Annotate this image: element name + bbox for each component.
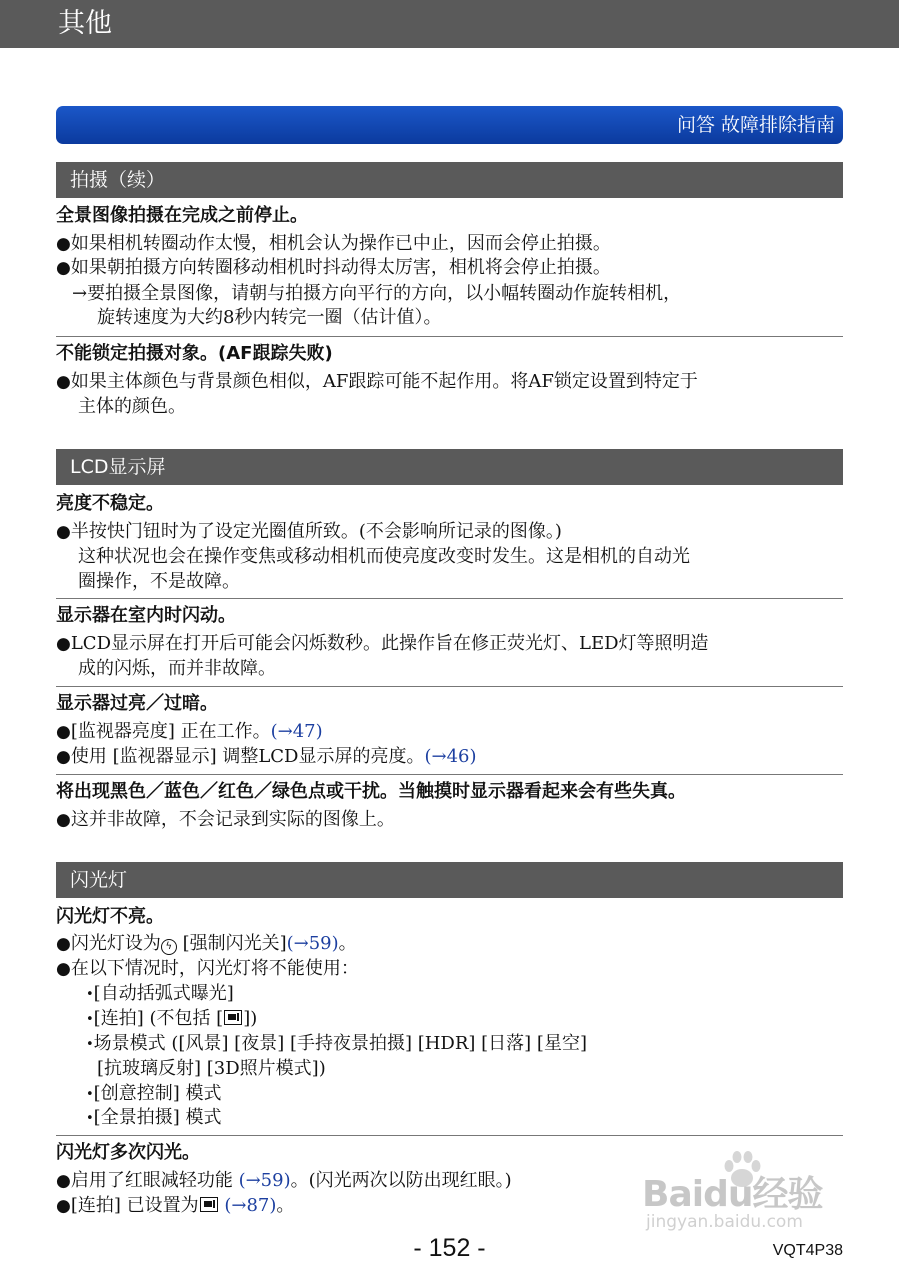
answer-line: ●半按快门钮时为了设定光圈值所致。(不会影响所记录的图像。) — [56, 521, 562, 542]
flash-off-icon: ϟ — [161, 939, 177, 955]
banner-title: 问答 故障排除指南 — [676, 114, 835, 136]
bullet-icon: ● — [56, 810, 71, 830]
answer-line: ●如果相机转圈动作太慢，相机会认为操作已中止，因而会停止拍摄。 — [56, 233, 611, 254]
answer-subline: •[自动括弧式曝光] — [86, 982, 876, 1007]
divider — [56, 774, 843, 775]
bullet-icon: ● — [56, 747, 71, 767]
answer-line: ●使用 [监视器显示] 调整LCD显示屏的亮度。(→46) — [56, 746, 477, 767]
answer-line: 这种状况也会在操作变焦或移动相机而使亮度改变时发生。这是相机的自动光 — [78, 546, 690, 567]
answer-line: 成的闪烁，而并非故障。 — [78, 658, 276, 679]
answer-line: ●闪光灯设为 ϟ [强制闪光关](→59)。 — [56, 933, 357, 954]
dot-bullet-icon: • — [86, 1037, 94, 1052]
question-dots: 将出现黑色／蓝色／红色／绿色点或干扰。当触摸时显示器看起来会有些失真。 — [56, 781, 686, 802]
page-reference-link[interactable]: (→59) — [238, 1170, 291, 1191]
dot-bullet-icon: • — [86, 1087, 94, 1102]
answer-subline: [抗玻璃反射] [3D照片模式]) — [97, 1058, 326, 1079]
divider — [56, 336, 843, 337]
chapter-title: 其他 — [58, 8, 112, 39]
baidu-watermark — [638, 1148, 848, 1238]
top-bar — [0, 0, 899, 48]
answer-subline: •场景模式 ([风景] [夜景] [手持夜景拍摄] [HDR] [日落] [星空] — [86, 1032, 876, 1057]
answer-line: ●[连拍] 已设置为 (→87)。 — [56, 1195, 295, 1216]
page-reference-link[interactable]: (→87) — [224, 1195, 277, 1216]
document-code: VQT4P38 — [772, 1242, 843, 1259]
bullet-icon: ● — [56, 372, 71, 392]
section-header-shooting: 拍摄（续） — [56, 162, 843, 198]
question-panorama-stop: 全景图像拍摄在完成之前停止。 — [56, 205, 308, 226]
section-header-lcd: LCD显示屏 — [56, 449, 843, 485]
question-flash-no-fire: 闪光灯不亮。 — [56, 906, 164, 927]
bullet-icon: ● — [56, 522, 71, 542]
divider — [56, 686, 843, 687]
answer-line: ●如果朝拍摄方向转圈移动相机时抖动得太厉害，相机将会停止拍摄。 — [56, 257, 611, 278]
bullet-icon: ● — [56, 258, 71, 278]
divider — [56, 1135, 843, 1136]
watermark-url: jingyan.baidu.com — [646, 1212, 803, 1232]
page-reference-link[interactable]: (→47) — [270, 721, 323, 742]
bullet-icon: ● — [56, 959, 71, 979]
answer-line: ●[监视器亮度] 正在工作。(→47) — [56, 721, 323, 742]
page-reference-link[interactable]: (→46) — [424, 746, 477, 767]
answer-line: 主体的颜色。 — [78, 396, 186, 417]
burst-mode-icon — [224, 1010, 242, 1025]
page-number: - 152 - — [413, 1234, 486, 1262]
answer-subline: •[创意控制] 模式 — [86, 1082, 876, 1107]
answer-line: 圈操作，不是故障。 — [78, 571, 240, 592]
question-too-bright: 显示器过亮／过暗。 — [56, 693, 218, 714]
question-af-tracking: 不能锁定拍摄对象。(AF跟踪失败) — [56, 343, 333, 364]
answer-line: 旋转速度为大约8秒内转完一圈（估计值）。 — [97, 307, 442, 328]
dot-bullet-icon: • — [86, 987, 94, 1002]
section-header-flash: 闪光灯 — [56, 862, 843, 898]
answer-line: ●在以下情况时，闪光灯将不能使用： — [56, 958, 359, 979]
answer-line: ●这并非故障，不会记录到实际的图像上。 — [56, 809, 395, 830]
burst-mode-icon — [200, 1197, 218, 1212]
divider — [56, 598, 843, 599]
answer-subline: •[全景拍摄] 模式 — [86, 1106, 876, 1131]
dot-bullet-icon: • — [86, 1012, 94, 1027]
bullet-icon: ● — [56, 634, 71, 654]
bullet-icon: ● — [56, 722, 71, 742]
answer-line: ●启用了红眼减轻功能 (→59)。(闪光两次以防出现红眼。) — [56, 1170, 512, 1191]
question-brightness: 亮度不稳定。 — [56, 493, 164, 514]
question-multiple-flash: 闪光灯多次闪光。 — [56, 1142, 200, 1163]
answer-line: ●如果主体颜色与背景颜色相似，AF跟踪可能不起作用。将AF锁定设置到特定于 — [56, 371, 698, 392]
answer-subline: •[连拍] (不包括 [ ]) — [86, 1007, 876, 1032]
question-flicker: 显示器在室内时闪动。 — [56, 605, 236, 626]
dot-bullet-icon: • — [86, 1111, 94, 1126]
bullet-icon: ● — [56, 934, 71, 954]
bullet-icon: ● — [56, 1171, 71, 1191]
category-banner — [56, 106, 843, 144]
page-reference-link[interactable]: (→59) — [286, 933, 339, 954]
bullet-icon: ● — [56, 234, 71, 254]
watermark-logo: Baidu经验 — [642, 1174, 823, 1215]
answer-line: →要拍摄全景图像，请朝与拍摄方向平行的方向，以小幅转圈动作旋转相机， — [72, 283, 682, 304]
answer-line: ●LCD显示屏在打开后可能会闪烁数秒。此操作旨在修正荧光灯、LED灯等照明造 — [56, 633, 709, 654]
bullet-icon: ● — [56, 1196, 71, 1216]
